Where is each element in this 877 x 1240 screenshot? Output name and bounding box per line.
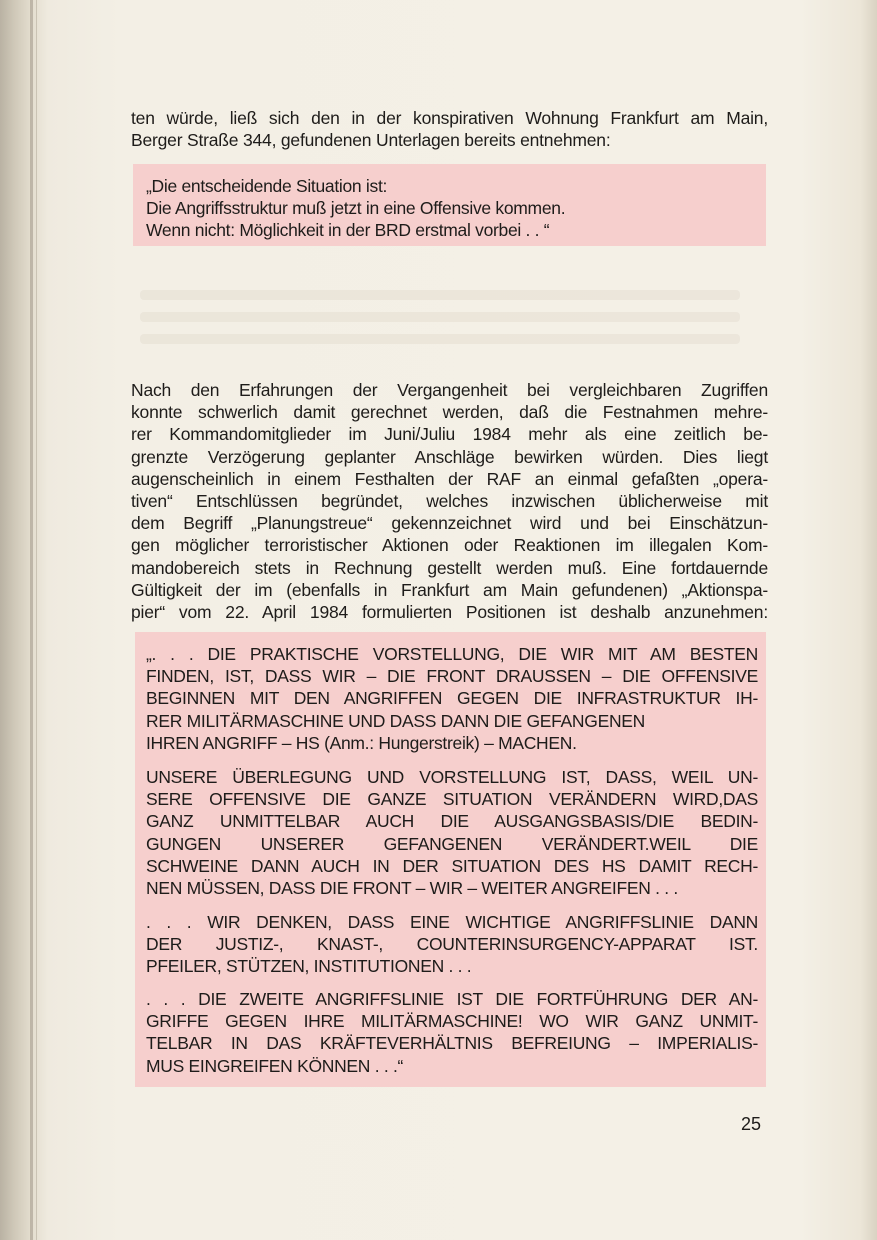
quote-2-paragraph-1 (146, 643, 758, 754)
intro-line: ten würde, ließ sich den in der konspirativen Wohnung Frankfurt am Main, (131, 108, 768, 128)
quote-2-line: SERE OFFENSIVE DIE GANZE SITUATION VERÄNDERN WIRD,DAS (146, 789, 758, 810)
quote-2-line: GANZ UNMITTELBAR AUCH DIE AUSGANGSBASIS/DIE BEDIN- (146, 811, 758, 832)
main-line: augenscheinlich in einem Festhalten der RAF an einmal gefaßten „opera- (131, 468, 768, 489)
main-line: mandobereich stets in Rechnung gestellt werden muß. Eine fortdauernde (131, 557, 768, 578)
quote-2-line: MUS EINGREIFEN KÖNNEN . . .“ (146, 1055, 404, 1076)
main-line: dem Begriff „Planungstreue“ gekennzeichnet wird und bei Einschätzun- (131, 513, 768, 534)
main-line: Gültigkeit der im (ebenfalls in Frankfurt am Main gefundenen) „Aktionspa- (131, 579, 768, 600)
quote-2-paragraph-3 (146, 911, 758, 978)
quote-2-line: DER JUSTIZ-, KNAST-, COUNTERINSURGENCY-APPARAT IST. (146, 934, 758, 955)
main-line: gen möglicher terroristischer Aktionen oder Reaktionen im illegalen Kom- (131, 535, 768, 556)
quote-2-line: FINDEN, IST, DASS WIR – DIE FRONT DRAUSSEN – DIE OFFENSIVE (146, 666, 758, 687)
quote-2-line: . . . DIE ZWEITE ANGRIFFSLINIE IST DIE FORTFÜHRUNG DER AN- (146, 989, 758, 1009)
show-through (140, 312, 740, 322)
page-number: 25 (741, 1114, 762, 1134)
quote-1-line: „Die entscheidende Situation ist: (146, 176, 388, 196)
quote-2-line: RER MILITÄRMASCHINE UND DASS DANN DIE GEFANGENEN (146, 710, 646, 731)
main-line: rer Kommandomitglieder im Juni/Juliu 1984 mehr als eine zeitlich be- (131, 424, 768, 445)
quote-2-line: GRIFFE GEGEN IHRE MILITÄRMASCHINE! WO WIR GANZ UNMIT- (146, 1011, 758, 1032)
main-line: Nach den Erfahrungen der Vergangenheit bei vergleichbaren Zugriffen (131, 380, 768, 400)
book-gutter-line (36, 0, 37, 1240)
quote-1 (146, 175, 758, 242)
main-line: konnte schwerlich damit gerechnet werden, daß die Festnahmen mehre- (131, 402, 768, 423)
main-line: tiven“ Entschlüssen begründet, welches inzwischen üblicherweise mit (131, 491, 768, 512)
main-paragraph (131, 379, 768, 623)
quote-2-paragraph-2 (146, 766, 758, 899)
show-through (140, 334, 740, 344)
quote-2-line: IHREN ANGRIFF – HS (Anm.: Hungerstreik) – MACHEN. (146, 732, 577, 753)
quote-2-line: TELBAR IN DAS KRÄFTEVERHÄLTNIS BEFREIUNG – IMPERIALIS- (146, 1033, 758, 1054)
quote-2-line: GUNGEN UNSERER GEFANGENEN VERÄNDERT.WEIL DIE (146, 833, 758, 854)
show-through (140, 290, 740, 300)
quote-2-line: NEN MÜSSEN, DASS DIE FRONT – WIR – WEITER ANGREIFEN . . . (146, 878, 678, 899)
intro-paragraph (131, 107, 768, 151)
quote-2-line: UNSERE ÜBERLEGUNG UND VORSTELLUNG IST, DASS, WEIL UN- (146, 767, 758, 787)
quote-2-line: BEGINNEN MIT DEN ANGRIFFEN GEGEN DIE INFRASTRUKTUR IH- (146, 688, 758, 709)
quote-2-paragraph-4 (146, 988, 758, 1077)
quote-2-line: SCHWEINE DANN AUCH IN DER SITUATION DES HS DAMIT RECH- (146, 855, 758, 876)
quote-2-line: . . . WIR DENKEN, DASS EINE WICHTIGE ANGRIFFSLINIE DANN (146, 912, 758, 932)
intro-line: Berger Straße 344, gefundenen Unterlagen bereits entnehmen: (131, 130, 611, 151)
quote-1-line: Die Angriffsstruktur muß jetzt in eine Offensive kommen. (146, 198, 566, 219)
book-spine-shadow (30, 0, 33, 1240)
quote-2-line: PFEILER, STÜTZEN, INSTITUTIONEN . . . (146, 956, 472, 977)
quote-2-line: „. . . DIE PRAKTISCHE VORSTELLUNG, DIE WIR MIT AM BESTEN (146, 644, 758, 664)
quote-1-line: Wenn nicht: Möglichkeit in der BRD erstmal vorbei . . “ (146, 220, 550, 241)
main-line: grenzte Verzögerung geplanter Anschläge bewirken würden. Dies liegt (131, 446, 768, 467)
main-line: pier“ vom 22. April 1984 formulierten Positionen ist deshalb anzunehmen: (131, 602, 768, 623)
